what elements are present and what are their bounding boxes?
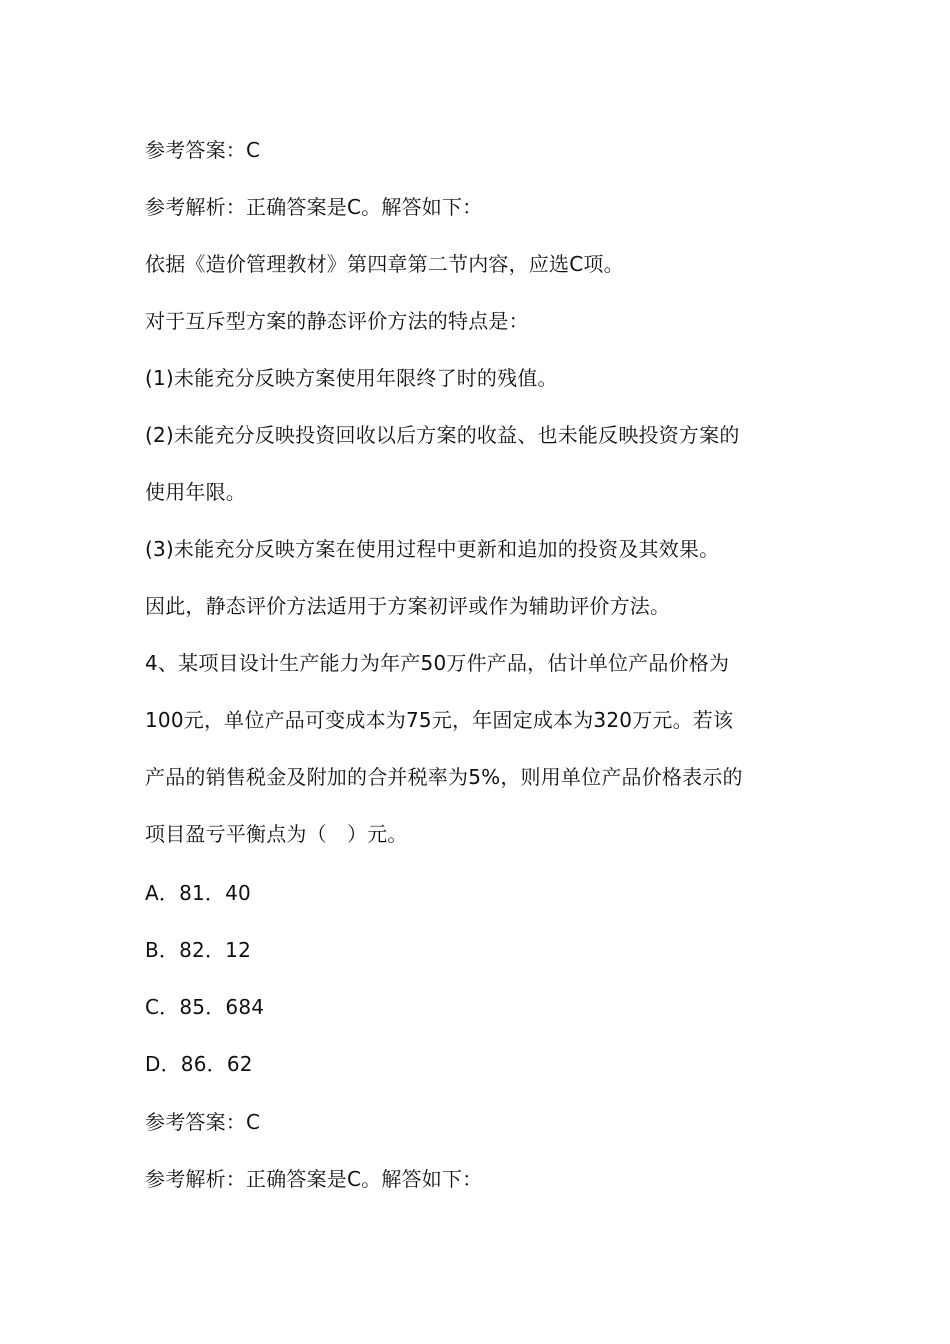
answer-line: 参考答案：C — [145, 138, 261, 162]
text-line: 对于互斥型方案的静态评价方法的特点是： — [145, 309, 529, 333]
text-line: 使用年限。 — [145, 480, 246, 504]
text-line: (2)未能充分反映投资回收以后方案的收益、也未能反映投资方案的 — [145, 423, 740, 447]
text-line: 依据《造价管理教材》第四章第二节内容，应选C项。 — [145, 252, 624, 276]
option-b: B．82．12 — [145, 938, 252, 962]
option-a: A．81．40 — [145, 881, 251, 905]
analysis-line: 参考解析：正确答案是C。解答如下： — [145, 195, 483, 219]
text-line: 因此，静态评价方法适用于方案初评或作为辅助评价方法。 — [145, 594, 671, 618]
answer-line: 参考答案：C — [145, 1110, 261, 1134]
question-line: 产品的销售税金及附加的合并税率为5%，则用单位产品价格表示的 — [145, 765, 743, 789]
option-c: C．85．684 — [145, 995, 265, 1019]
text-line: (1)未能充分反映方案使用年限终了时的残值。 — [145, 366, 558, 390]
question-line: 项目盈亏平衡点为（ ）元。 — [145, 822, 408, 846]
question-line: 100元，单位产品可变成本为75元，年固定成本为320万元。若该 — [145, 708, 734, 732]
option-d: D．86．62 — [145, 1052, 253, 1076]
question-line: 4、某项目设计生产能力为年产50万件产品，估计单位产品价格为 — [145, 651, 730, 675]
analysis-line: 参考解析：正确答案是C。解答如下： — [145, 1167, 483, 1191]
text-line: (3)未能充分反映方案在使用过程中更新和追加的投资及其效果。 — [145, 537, 720, 561]
